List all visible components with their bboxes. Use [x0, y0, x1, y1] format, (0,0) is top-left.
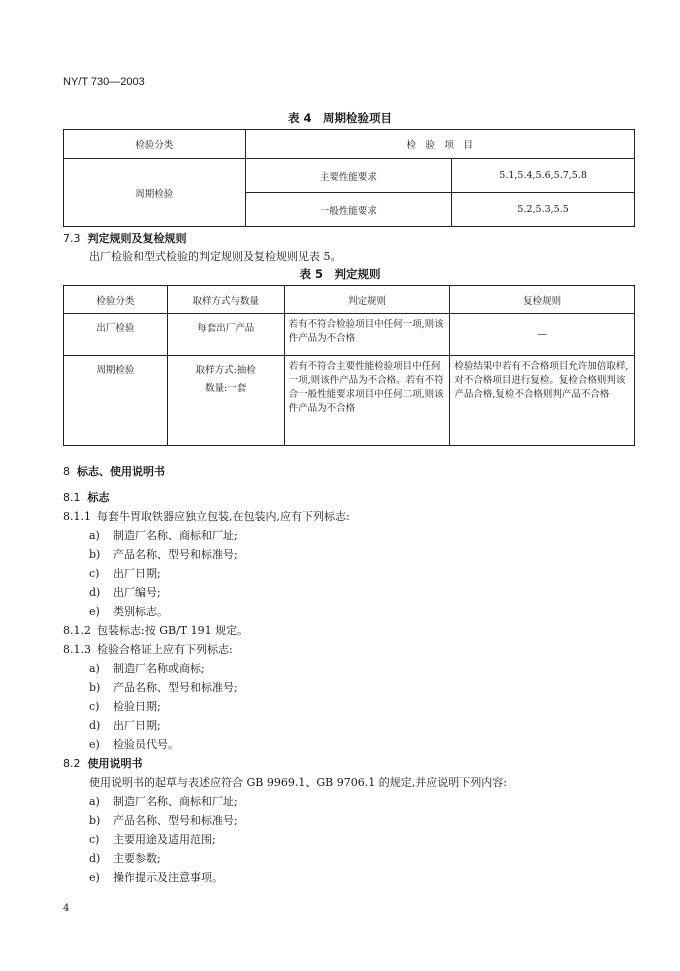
- table5-header-category: 检验分类: [64, 286, 168, 314]
- list-item: [89, 584, 161, 600]
- table5-category: 周期检验: [64, 356, 168, 446]
- section-8-2-heading: [63, 755, 143, 771]
- list-item: [89, 736, 179, 752]
- table5-caption: 表 5 判定规则: [299, 267, 381, 281]
- section-7-3-text: 出厂检验和型式检验的判定规则及复检规则见表 5。: [89, 250, 342, 263]
- table4-header-row: [64, 130, 635, 159]
- list-text: 检验员代号。: [113, 738, 179, 751]
- table4-row-group: 周期检验: [64, 159, 246, 227]
- list-marker: a): [89, 795, 100, 808]
- list-marker: b): [89, 814, 101, 827]
- list-item: [89, 793, 238, 809]
- table5-sampling: 每套出厂产品: [167, 314, 284, 356]
- standard-code: NY/T 730—2003: [63, 76, 145, 88]
- list-item: [89, 698, 161, 714]
- list-marker: e): [89, 605, 100, 618]
- section-text: 包装标志:按 GB/T 191 规定。: [97, 624, 249, 637]
- list-text: 出厂日期;: [113, 719, 161, 732]
- section-text: 检验合格证上应有下列标志:: [97, 643, 233, 656]
- table5-recheck: —: [450, 314, 635, 356]
- list-text: 产品名称、型号和标准号;: [113, 814, 238, 827]
- section-number: 8: [63, 465, 70, 478]
- list-item: [89, 869, 223, 885]
- list-text: 主要参数;: [113, 852, 161, 865]
- section-title: 标志、使用说明书: [77, 465, 165, 478]
- list-marker: d): [89, 719, 101, 732]
- section-8-1-2: [63, 622, 248, 638]
- list-item: [89, 527, 238, 543]
- list-text: 制造厂名称或商标;: [113, 662, 205, 675]
- list-item: [89, 812, 238, 828]
- section-title: 标志: [87, 491, 110, 504]
- table-row: [64, 314, 635, 356]
- page-number: 4: [63, 903, 70, 914]
- section-7-3-heading: [63, 230, 187, 246]
- table-row: [64, 356, 635, 446]
- list-marker: b): [89, 548, 101, 561]
- table4-header-items: 检 验 项 目: [245, 130, 634, 159]
- list-marker: c): [89, 700, 100, 713]
- list-text: 操作提示及注意事项。: [113, 871, 223, 884]
- table5-recheck: 检验结果中若有不合格项目允许加倍取样,对不合格项目进行复检。复检合格则判该产品合格,复检不合格则判产品不合格: [454, 361, 629, 400]
- section-8-heading: [63, 463, 165, 479]
- table5-rule: 若有不符合检验项目中任何一项,则该件产品为不合格: [288, 319, 444, 344]
- list-marker: a): [89, 529, 100, 542]
- table5: [63, 285, 635, 446]
- table4-clauses: 5.2,5.3,5.5: [452, 193, 635, 227]
- section-text: 每套牛胃取铁器应独立包装,在包装内,应有下列标志:: [97, 510, 350, 523]
- table4-item: 主要性能要求: [245, 159, 452, 193]
- list-marker: d): [89, 852, 101, 865]
- list-marker: a): [89, 662, 100, 675]
- list-text: 制造厂名称、商标和厂址;: [113, 529, 238, 542]
- list-item: [89, 831, 216, 847]
- table4-caption: 表 4 周期检验项目: [287, 111, 392, 125]
- section-number: 8.2: [63, 757, 81, 770]
- section-number: 8.1.3: [63, 643, 91, 656]
- table5-header-rule: 判定规则: [284, 286, 450, 314]
- table5-rule: 若有不符合主要性能检验项目中任何一项,则该件产品为不合格。若有不符合一般性能要求项目中任何二项,则该件产品为不合格: [288, 361, 444, 414]
- table5-header-row: [64, 286, 635, 314]
- section-8-2-text: 使用说明书的起草与表述应符合 GB 9969.1、GB 9706.1 的规定,并应说明下列内容:: [89, 776, 507, 789]
- list-item: [89, 679, 238, 695]
- section-number: 8.1.2: [63, 624, 91, 637]
- list-text: 检验日期;: [113, 700, 161, 713]
- section-8-1-1: [63, 508, 350, 524]
- table5-header-sampling: 取样方式与数量: [167, 286, 284, 314]
- table4-item: 一般性能要求: [245, 193, 452, 227]
- list-item: [89, 565, 161, 581]
- list-marker: b): [89, 681, 101, 694]
- table5-category: 出厂检验: [64, 314, 168, 356]
- sampling-method: 取样方式:抽检: [195, 365, 256, 376]
- list-text: 出厂编号;: [113, 586, 161, 599]
- list-text: 类别标志。: [113, 605, 168, 618]
- list-item: [89, 717, 161, 733]
- list-text: 产品名称、型号和标准号;: [113, 681, 238, 694]
- table-row: [64, 159, 635, 193]
- list-item: [89, 660, 205, 676]
- table4-clauses: 5.1,5.4,5.6,5.7,5.8: [452, 159, 635, 193]
- section-number: 7.3: [63, 232, 81, 245]
- table5-header-recheck: 复检规则: [450, 286, 635, 314]
- list-marker: e): [89, 871, 100, 884]
- section-number: 8.1: [63, 491, 81, 504]
- list-item: [89, 850, 161, 866]
- list-item: [89, 546, 238, 562]
- section-number: 8.1.1: [63, 510, 91, 523]
- list-item: [89, 603, 168, 619]
- list-text: 产品名称、型号和标准号;: [113, 548, 238, 561]
- section-8-1-3: [63, 641, 233, 657]
- list-text: 出厂日期;: [113, 567, 161, 580]
- table5-sampling: [167, 356, 284, 446]
- sampling-quantity: 数量:一套: [205, 383, 247, 394]
- list-text: 主要用途及适用范围;: [113, 833, 216, 846]
- list-marker: e): [89, 738, 100, 751]
- table4-header-category: 检验分类: [64, 130, 246, 159]
- list-marker: d): [89, 586, 101, 599]
- list-text: 制造厂名称、商标和厂址;: [113, 795, 238, 808]
- section-title: 判定规则及复检规则: [87, 232, 187, 245]
- table4: [63, 129, 635, 227]
- section-title: 使用说明书: [87, 757, 143, 770]
- section-8-1-heading: [63, 489, 110, 505]
- list-marker: c): [89, 833, 100, 846]
- list-marker: c): [89, 567, 100, 580]
